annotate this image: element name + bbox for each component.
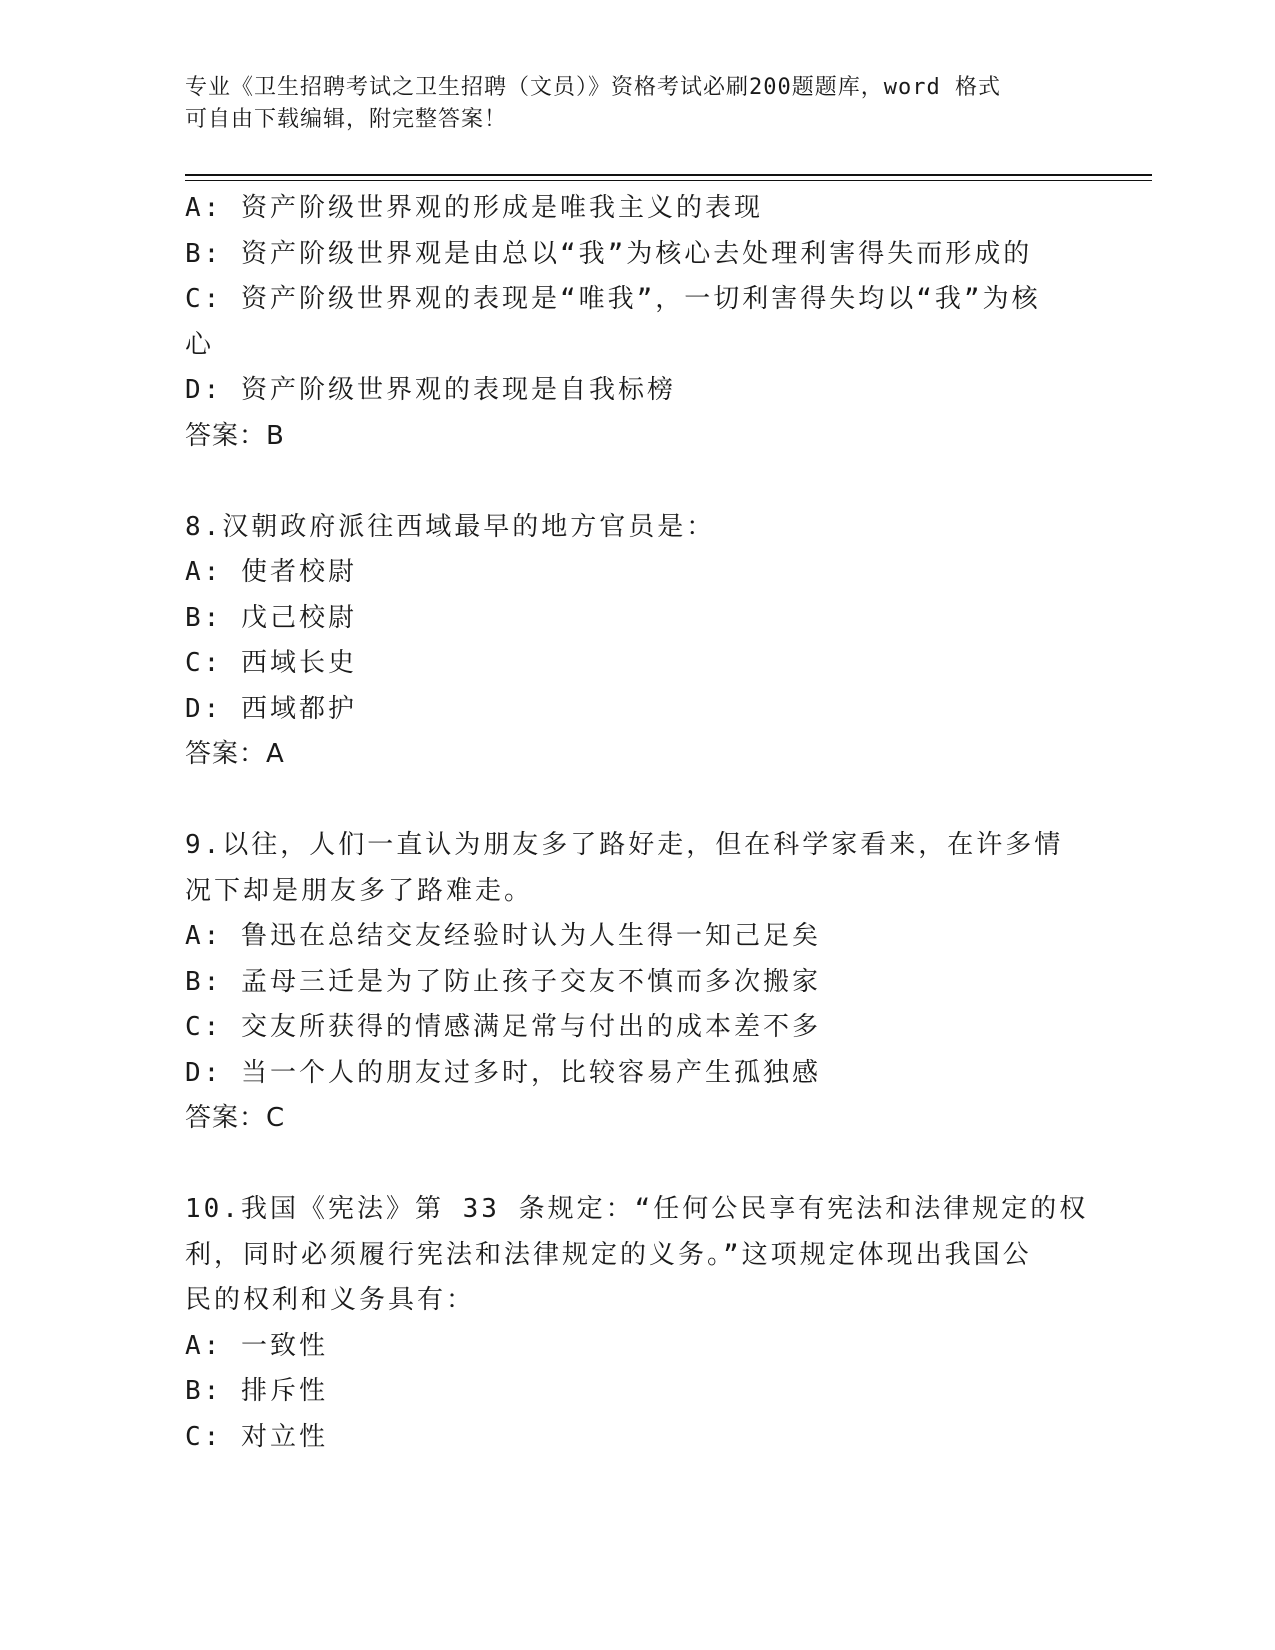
- question-7-option-a: A: 资产阶级世界观的形成是唯我主义的表现: [185, 193, 763, 223]
- question-10: [185, 1187, 1089, 1460]
- question-9-option-d: D: 当一个人的朋友过多时，比较容易产生孤独感: [185, 1057, 821, 1088]
- question-9-answer: 答案：C: [185, 1103, 286, 1133]
- question-8-option-b: B: 戊己校尉: [185, 602, 357, 633]
- question-8-answer: 答案：A: [185, 739, 285, 769]
- question-7-option-b: B: 资产阶级世界观是由总以“我”为核心去处理利害得失而形成的: [185, 238, 1033, 269]
- question-9-stem-line-1: 9.以往，人们一直认为朋友多了路好走，但在科学家看来，在许多情: [185, 830, 1064, 860]
- question-9-stem-line-2: 况下却是朋友多了路难走。: [185, 875, 534, 906]
- question-10-stem-line-2: 利，同时必须履行宪法和法律规定的义务。”这项规定体现出我国公: [185, 1239, 1032, 1270]
- question-7-answer: 答案：B: [185, 420, 285, 451]
- question-8-stem: 8.汉朝政府派往西域最早的地方官员是：: [185, 511, 716, 542]
- question-7-option-c: C: 资产阶级世界观的表现是“唯我”，一切利害得失均以“我”为核: [185, 284, 1041, 314]
- question-10-option-c: C: 对立性: [185, 1421, 328, 1452]
- question-content: [185, 186, 1089, 1460]
- question-10-option-b: B: 排斥性: [185, 1376, 328, 1406]
- question-8-option-c: C: 西域长史: [185, 648, 357, 678]
- question-10-option-a: A: 一致性: [185, 1330, 328, 1361]
- question-10-stem-line-1: 10.我国《宪法》第 33 条规定：“任何公民享有宪法和法律规定的权: [185, 1194, 1089, 1224]
- question-9: [185, 823, 1085, 1142]
- question-8: [185, 505, 1085, 778]
- header-title-line-1: 专业《卫生招聘考试之卫生招聘（文员）》资格考试必刷200题题库，word 格式: [185, 75, 1001, 100]
- header-title-line-2: 可自由下载编辑，附完整答案！: [185, 107, 508, 132]
- question-9-option-c: C: 交友所获得的情感满足常与付出的成本差不多: [185, 1012, 821, 1042]
- spacer: [185, 1142, 1085, 1188]
- question-9-option-a: A: 鲁迅在总结交友经验时认为人生得一知己足矣: [185, 921, 821, 951]
- question-7-option-c-cont: 心: [185, 329, 215, 360]
- page-header: [185, 72, 1065, 136]
- question-9-option-b: B: 孟母三迁是为了防止孩子交友不慎而多次搬家: [185, 966, 821, 997]
- question-7: [185, 186, 1085, 459]
- question-7-option-d: D: 资产阶级世界观的表现是自我标榜: [185, 375, 676, 405]
- header-rule-thin: [185, 180, 1152, 181]
- question-10-stem-line-3: 民的权利和义务具有：: [185, 1285, 476, 1315]
- spacer: [185, 459, 1085, 505]
- question-8-option-a: A: 使者校尉: [185, 557, 357, 587]
- header-rule-thick: [185, 174, 1152, 176]
- spacer: [185, 778, 1085, 824]
- question-8-option-d: D: 西域都护: [185, 693, 357, 724]
